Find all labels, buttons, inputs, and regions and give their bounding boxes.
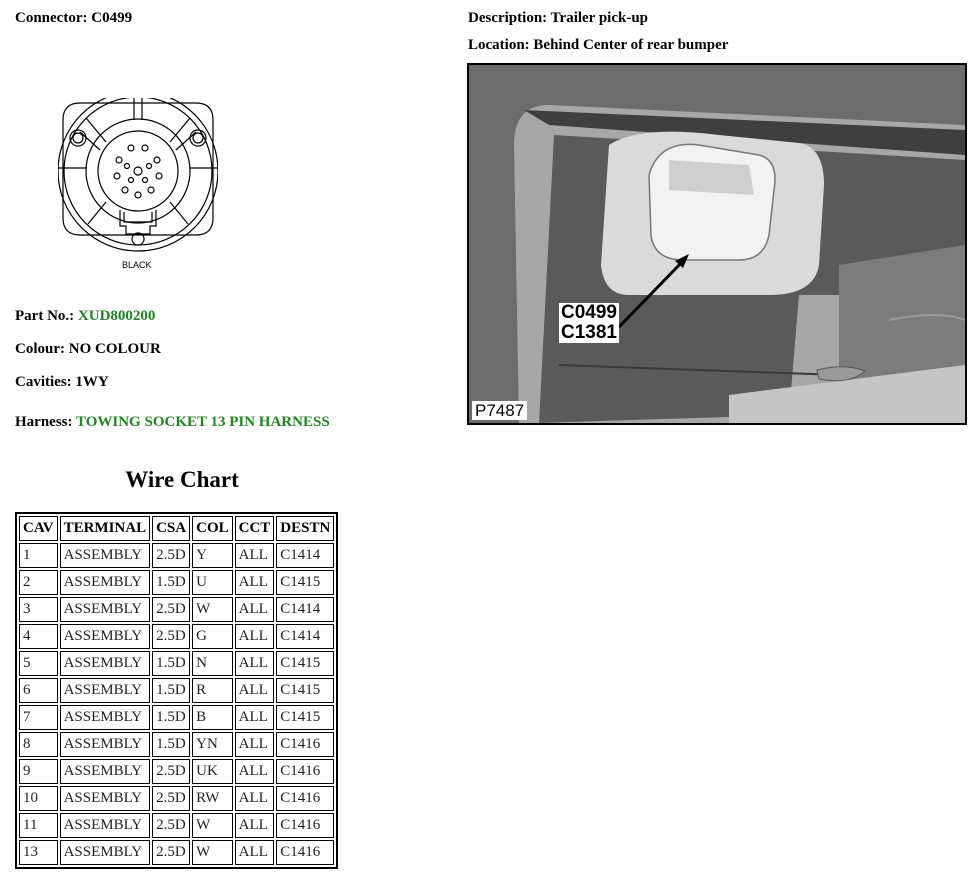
colour-label: Colour: (15, 341, 65, 357)
callout-box (559, 303, 619, 343)
table-cell: 1 (19, 543, 58, 568)
table-cell: 2 (19, 570, 58, 595)
table-row (19, 678, 334, 703)
table-cell: UK (192, 759, 233, 784)
wire-chart-title: Wire Chart (125, 467, 239, 492)
table-cell: ASSEMBLY (60, 570, 151, 595)
table-cell: 8 (19, 732, 58, 757)
table-cell: ALL (235, 786, 275, 811)
table-cell: ALL (235, 732, 275, 757)
connector-label: Connector: (15, 10, 88, 26)
table-row (19, 759, 334, 784)
column-header: CCT (235, 516, 275, 541)
table-cell: 5 (19, 651, 58, 676)
table-cell: ALL (235, 651, 275, 676)
table-cell: 9 (19, 759, 58, 784)
table-row (19, 786, 334, 811)
description-field (468, 10, 648, 27)
diagram-label: BLACK (122, 260, 152, 270)
column-header: DESTN (276, 516, 334, 541)
table-cell: ASSEMBLY (60, 813, 151, 838)
table-cell: 3 (19, 597, 58, 622)
table-cell: ASSEMBLY (60, 597, 151, 622)
table-row (19, 705, 334, 730)
column-header: CAV (19, 516, 58, 541)
table-cell: 1.5D (152, 732, 190, 757)
harness-link[interactable]: TOWING SOCKET 13 PIN HARNESS (75, 414, 330, 430)
table-cell: G (192, 624, 233, 649)
cavities-field (15, 374, 109, 391)
table-body (19, 543, 334, 865)
table-cell: 13 (19, 840, 58, 865)
table-cell: ASSEMBLY (60, 651, 151, 676)
table-cell: C1416 (276, 813, 334, 838)
connector-face-diagram (58, 98, 218, 273)
table-cell: 6 (19, 678, 58, 703)
colour-field (15, 341, 161, 358)
table-cell: ALL (235, 705, 275, 730)
table-row (19, 732, 334, 757)
table-cell: 2.5D (152, 759, 190, 784)
table-cell: ASSEMBLY (60, 840, 151, 865)
part-no-field (15, 308, 155, 325)
table-cell: ALL (235, 624, 275, 649)
column-header: TERMINAL (60, 516, 151, 541)
table-cell: 2.5D (152, 597, 190, 622)
photo-code: P7487 (472, 401, 527, 420)
callout-c0499: C0499 (561, 302, 617, 323)
photo-illustration (469, 65, 965, 423)
table-cell: C1416 (276, 732, 334, 757)
table-cell: 1.5D (152, 705, 190, 730)
description-label: Description: (468, 10, 548, 26)
table-cell: YN (192, 732, 233, 757)
table-row (19, 813, 334, 838)
table-row (19, 543, 334, 568)
table-cell: ALL (235, 813, 275, 838)
table-cell: R (192, 678, 233, 703)
table-row (19, 597, 334, 622)
harness-label: Harness: (15, 414, 73, 430)
table-cell: W (192, 813, 233, 838)
table-cell: RW (192, 786, 233, 811)
table-cell: ASSEMBLY (60, 678, 151, 703)
connector-field (15, 10, 132, 27)
location-label: Location: (468, 37, 530, 53)
table-cell: W (192, 597, 233, 622)
table-cell: ALL (235, 840, 275, 865)
table-header-row (19, 516, 334, 541)
table-cell: N (192, 651, 233, 676)
table-cell: 2.5D (152, 813, 190, 838)
table-cell: C1415 (276, 678, 334, 703)
callout-c1381: C1381 (561, 322, 617, 343)
table-cell: 7 (19, 705, 58, 730)
table-cell: C1415 (276, 705, 334, 730)
table-cell: ASSEMBLY (60, 786, 151, 811)
table-cell: C1416 (276, 759, 334, 784)
table-cell: ALL (235, 678, 275, 703)
table-row (19, 624, 334, 649)
table-cell: C1416 (276, 786, 334, 811)
table-cell: ALL (235, 543, 275, 568)
table-cell: ASSEMBLY (60, 759, 151, 784)
table-row (19, 840, 334, 865)
table-cell: C1414 (276, 543, 334, 568)
table-cell: W (192, 840, 233, 865)
table-cell: B (192, 705, 233, 730)
table-cell: ASSEMBLY (60, 705, 151, 730)
column-header: CSA (152, 516, 190, 541)
description-value: Trailer pick-up (550, 10, 649, 26)
table-row (19, 651, 334, 676)
table-cell: 2.5D (152, 840, 190, 865)
connector-value: C0499 (91, 10, 133, 26)
table-cell: ALL (235, 570, 275, 595)
column-header: COL (192, 516, 233, 541)
table-cell: C1414 (276, 597, 334, 622)
table-cell: 2.5D (152, 624, 190, 649)
table-cell: 10 (19, 786, 58, 811)
table-cell: C1416 (276, 840, 334, 865)
table-cell: 1.5D (152, 570, 190, 595)
table-cell: ALL (235, 759, 275, 784)
location-field (468, 37, 728, 54)
table-row (19, 570, 334, 595)
table-cell: 2.5D (152, 543, 190, 568)
table-cell: Y (192, 543, 233, 568)
part-no-link[interactable]: XUD800200 (77, 308, 156, 324)
table-cell: C1414 (276, 624, 334, 649)
wire-chart-table (15, 512, 338, 869)
table-cell: ALL (235, 597, 275, 622)
table-cell: 1.5D (152, 678, 190, 703)
table-cell: ASSEMBLY (60, 543, 151, 568)
table-cell: 1.5D (152, 651, 190, 676)
table-cell: C1415 (276, 570, 334, 595)
table-cell: 2.5D (152, 786, 190, 811)
location-photo (467, 63, 967, 425)
harness-field (15, 414, 330, 431)
location-value: Behind Center of rear bumper (533, 37, 729, 53)
cavities-value: 1WY (75, 374, 109, 390)
colour-value: NO COLOUR (68, 341, 161, 357)
table-cell: 11 (19, 813, 58, 838)
table-cell: ASSEMBLY (60, 732, 151, 757)
part-no-label: Part No.: (15, 308, 75, 324)
table-cell: C1415 (276, 651, 334, 676)
table-cell: ASSEMBLY (60, 624, 151, 649)
table-cell: U (192, 570, 233, 595)
table-cell: 4 (19, 624, 58, 649)
cavities-label: Cavities: (15, 374, 72, 390)
